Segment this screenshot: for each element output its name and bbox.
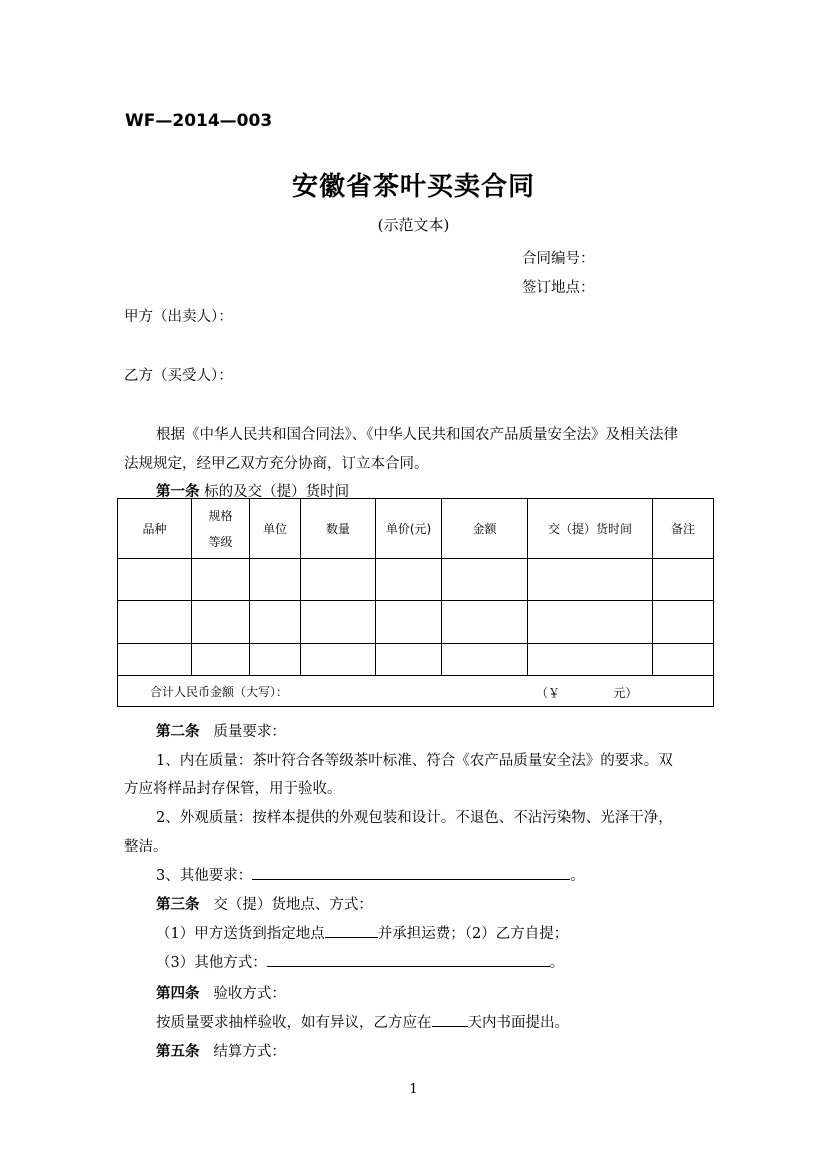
- table-cell[interactable]: [653, 559, 714, 601]
- quality-item-3: [156, 864, 585, 885]
- table-cell[interactable]: [118, 644, 192, 676]
- total-yuan: （￥ 元）: [536, 686, 638, 700]
- goods-table: [117, 498, 714, 707]
- table-row: [118, 644, 714, 676]
- header-cell-delivery-time: 交（提）货时间: [528, 499, 653, 559]
- header-cell-unit-price: 单价(元): [376, 499, 442, 559]
- article-2-title: 质量要求：: [213, 724, 286, 740]
- table-cell[interactable]: [442, 601, 528, 644]
- document-code: WF—2014—003: [125, 111, 273, 131]
- other-method-blank[interactable]: [267, 951, 550, 967]
- goods-table-header-row: [118, 499, 714, 559]
- delivery-option-3-end: 。: [549, 955, 565, 971]
- header-cell-unit: 单位: [250, 499, 301, 559]
- table-cell[interactable]: [528, 559, 653, 601]
- inspection-text: 按质量要求抽样验收，如有异议，乙方应在: [156, 1015, 432, 1031]
- article-2-number: 第二条: [156, 723, 200, 740]
- table-cell[interactable]: [528, 644, 653, 676]
- signing-place-label: 签订地点：: [522, 280, 595, 296]
- article-3-number: 第三条: [156, 896, 200, 913]
- table-cell[interactable]: [192, 601, 250, 644]
- delivery-option-3: （3）其他方式：: [156, 955, 267, 971]
- header-cell-variety: 品种: [118, 499, 192, 559]
- document-title: 安徽省茶叶买卖合同: [291, 172, 535, 202]
- quality-item-2-line-2: 整洁。: [124, 839, 168, 855]
- header-cell-amount: 金额: [442, 499, 528, 559]
- inspection-days-blank[interactable]: [432, 1011, 468, 1027]
- table-cell[interactable]: [376, 644, 442, 676]
- article-4-heading: [156, 982, 286, 1003]
- quality-item-1-line-1: 1、内在质量：茶叶符合各等级茶叶标准、符合《农产品质量安全法》的要求。双: [156, 753, 673, 769]
- other-requirements-label: 3、其他要求：: [156, 868, 253, 884]
- article-5-heading: [156, 1040, 286, 1061]
- table-cell[interactable]: [250, 559, 301, 601]
- table-cell[interactable]: [528, 601, 653, 644]
- article-4-number: 第四条: [156, 985, 200, 1002]
- total-row: [118, 676, 714, 707]
- table-cell[interactable]: [301, 644, 376, 676]
- table-cell[interactable]: [192, 559, 250, 601]
- table-cell[interactable]: [376, 559, 442, 601]
- inspection-text-tail: 天内书面提出。: [467, 1015, 569, 1031]
- header-cell-spec-grade: [192, 499, 250, 559]
- table-cell[interactable]: [442, 559, 528, 601]
- header-cell-remark: 备注: [653, 499, 714, 559]
- delivery-option-3-line: [156, 951, 564, 972]
- quality-item-1-line-2: 方应将样品封存保管，用于验收。: [124, 781, 342, 797]
- table-cell[interactable]: [653, 601, 714, 644]
- delivery-options-line: [156, 922, 568, 943]
- table-cell[interactable]: [250, 644, 301, 676]
- article-1-number: 第一条: [156, 483, 200, 500]
- other-requirements-end: 。: [570, 868, 585, 884]
- seller-label: 甲方（出卖人）：: [124, 309, 233, 325]
- article-3-heading: [156, 893, 373, 914]
- delivery-option-1: （1）甲方送货到指定地点: [156, 926, 325, 942]
- table-row: [118, 559, 714, 601]
- article-3-title: 交（提）货地点、方式：: [213, 897, 373, 913]
- table-cell[interactable]: [376, 601, 442, 644]
- table-cell[interactable]: [250, 601, 301, 644]
- table-row: [118, 601, 714, 644]
- header-cell-quantity: 数量: [301, 499, 376, 559]
- intro-line-2: 法规规定，经甲乙双方充分协商，订立本合同。: [124, 456, 429, 472]
- inspection-line: [156, 1011, 569, 1032]
- header-spec: 规格: [208, 508, 233, 523]
- document-subtitle: (示范文本): [377, 216, 450, 234]
- other-requirements-blank[interactable]: [252, 864, 570, 880]
- contract-number-label: 合同编号：: [522, 251, 595, 267]
- table-cell[interactable]: [118, 601, 192, 644]
- buyer-label: 乙方（买受人）：: [124, 368, 233, 384]
- article-2-heading: [156, 720, 286, 741]
- table-cell[interactable]: [118, 559, 192, 601]
- header-grade: 等级: [208, 534, 233, 549]
- total-label: 合计人民币金额（大写）：: [150, 684, 289, 699]
- intro-line-1: 根据《中华人民共和国合同法》、《中华人民共和国农产品质量安全法》及相关法律: [156, 427, 678, 443]
- article-1-title: 标的及交（提）货时间: [204, 484, 350, 500]
- total-cell: [118, 676, 714, 707]
- table-cell[interactable]: [301, 601, 376, 644]
- quality-item-2-line-1: 2、外观质量：按样本提供的外观包装和设计。不退色、不沾污染物、光泽干净，: [156, 810, 673, 826]
- table-cell[interactable]: [301, 559, 376, 601]
- table-cell[interactable]: [442, 644, 528, 676]
- page-number: 1: [409, 1082, 418, 1097]
- delivery-place-blank[interactable]: [325, 922, 378, 938]
- delivery-option-1-tail: 并承担运费；（2）乙方自提；: [377, 926, 569, 942]
- table-cell[interactable]: [653, 644, 714, 676]
- article-5-title: 结算方式：: [213, 1044, 286, 1060]
- article-4-title: 验收方式：: [213, 986, 286, 1002]
- article-5-number: 第五条: [156, 1043, 200, 1060]
- table-cell[interactable]: [192, 644, 250, 676]
